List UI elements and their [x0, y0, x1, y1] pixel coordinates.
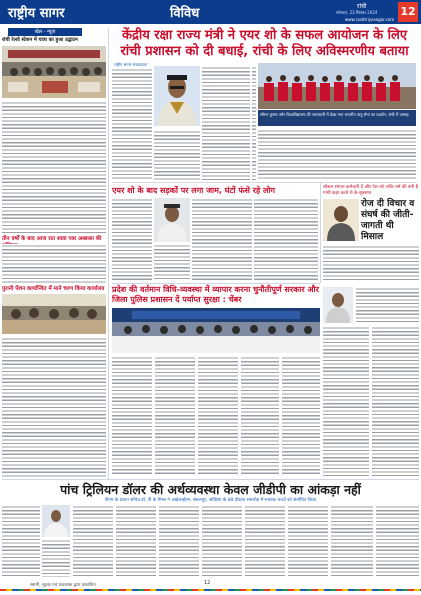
- bottom-body-col-4: [116, 505, 156, 577]
- side-body: [323, 245, 419, 281]
- lead-byline: राष्ट्रीय सागर संवाददाता: [114, 62, 148, 67]
- side-quote: सोशल संगत्ता कर्मचारी दें और देश को ताकि धर्म की बनी है गांधी कहा करते थे के सूत्रसात: [323, 185, 419, 196]
- traffic-body-col-3: [192, 198, 252, 280]
- left-article-2-body: [2, 244, 106, 284]
- bottom-body-col-10: [376, 505, 419, 577]
- left-kicker: खेल - न्यूज़: [8, 28, 82, 36]
- section-title: विविध: [170, 6, 200, 21]
- traffic-body-col-1: [112, 198, 152, 280]
- column-body-1: [323, 326, 369, 476]
- newspaper-name: राष्ट्रीय सागर: [8, 6, 65, 21]
- chamber-meeting-photo-image: [112, 308, 320, 353]
- bottom-deck: पीएम के प्रधान सचिव डॉ. पी के मिश्रा ने आईआईएम, संबलपुर, ओडिशा के छठे दीक्षांत समारोह में स्नातक बच्चों को संबोधित किया: [104, 498, 317, 503]
- lead-body-col-2: [154, 130, 200, 180]
- lead-body-col-3: [202, 66, 250, 180]
- left-headline-1: रांची रेलवे स्टेशन में यात्रा का हुआ उद्घाटन: [2, 37, 78, 43]
- section-rule-2: [112, 283, 320, 284]
- traffic-headline: एयर शो के बाद सड़कों पर लगा जाम, घंटों फंसे रहे लोग: [112, 186, 275, 195]
- reporter-portrait: [154, 198, 190, 242]
- page-footer: [0, 580, 421, 595]
- side-headline: रोज दी विचार व संघर्ष की जीती-जागती थी मिसाल: [361, 199, 415, 242]
- leader-portrait-image: [323, 199, 359, 241]
- left-headline-2: तीन वर्षों के बाद आज रात शावा पत्रा अब्बासा की: [2, 236, 102, 242]
- lead-headline: केंद्रीय रक्षा राज्य मंत्री ने एयर शो के सफल आयोजन के लिए रांची प्रशासन को दी बधाई, रांची के लिए अविस्मरणीय बताया: [120, 28, 409, 59]
- bottom-headline: पांच ट्रिलियन डॉलर की अर्थव्यवस्था केवल जीडीपी का आंकड़ा नहीं: [60, 482, 361, 497]
- color-registration-strip: [0, 589, 421, 591]
- bottom-body-col-8: [288, 505, 328, 577]
- chamber-headline: प्रदेश की वर्तमान विधि-व्यवस्था में व्यापार करना चुनौतीपूर्ण सरकार और जिला पुलिस प्रशासन दें पर्याप्त सुरक्षा : चेंबर: [112, 285, 319, 304]
- column-intro: [356, 287, 419, 323]
- bottom-body-col-5: [159, 505, 199, 577]
- left-article-3-body: [2, 337, 106, 479]
- lead-body-col-3b: [252, 66, 256, 180]
- pk-mishra-photo: [42, 505, 70, 537]
- bottom-body-col-3: [73, 505, 113, 577]
- chamber-body-col-3: [198, 356, 238, 476]
- lead-body-col-1: [112, 68, 152, 180]
- columnist-photo-image: [323, 287, 353, 323]
- left-article-body: [2, 101, 106, 233]
- bottom-body-col-7: [245, 505, 285, 577]
- masthead-bar: [0, 0, 421, 24]
- minister-portrait-image: [154, 66, 200, 126]
- pension-photo-image: [2, 294, 106, 334]
- air-show-photo-image: [258, 63, 416, 109]
- column-body-2: [372, 326, 419, 476]
- imprint-line: स्वामी, मुद्रक एवं प्रकाशक द्वारा प्रकाशित: [30, 583, 96, 588]
- bottom-body-col-9: [331, 505, 373, 577]
- traffic-body-col-2: [154, 244, 190, 280]
- leader-portrait: [323, 199, 359, 241]
- bottom-body-col-2: [42, 539, 70, 577]
- event-photo: [2, 46, 106, 98]
- columnist-photo: [323, 287, 353, 323]
- chamber-body-col-5: [282, 356, 320, 476]
- chamber-body-col-4: [241, 356, 279, 476]
- bottom-body-col-1: [2, 505, 40, 577]
- section-rule-1: [112, 182, 417, 183]
- column-divider: [108, 28, 109, 480]
- page-number-badge: 12: [398, 2, 418, 22]
- side-divider: [320, 183, 321, 283]
- reporter-portrait-image: [154, 198, 190, 242]
- air-show-caption: सौरभ कुमार उमेर विश्वविद्यालय की जानकारी में देखा गया भारतीय वायु सेना का प्रदर्शन, रांची में उत्साह: [258, 110, 416, 126]
- left-column: [2, 28, 106, 480]
- traffic-body-col-4: [254, 198, 318, 280]
- event-photo-image: [2, 46, 106, 98]
- pk-mishra-photo-image: [42, 505, 70, 537]
- edition-date: सोमवार, 23 सितंबर 2024: [336, 10, 378, 15]
- bottom-body-col-6: [202, 505, 242, 577]
- air-show-report: [258, 129, 416, 180]
- edition-city: रांची: [357, 3, 367, 10]
- chamber-body-col-2: [155, 356, 195, 476]
- website-link[interactable]: www.rashtriyasagar.com: [345, 17, 395, 22]
- pension-photo: [2, 294, 106, 334]
- footer-page-number: 12: [204, 580, 211, 586]
- chamber-meeting-photo: [112, 308, 320, 353]
- minister-portrait: [154, 66, 200, 126]
- air-show-photo: [258, 63, 416, 109]
- left-headline-3: पुरानी पेंशन कार्यान्वित में माने चरण किया कार्यालय: [2, 286, 105, 292]
- chamber-body-col-1: [112, 356, 152, 476]
- section-rule-3: [2, 479, 419, 480]
